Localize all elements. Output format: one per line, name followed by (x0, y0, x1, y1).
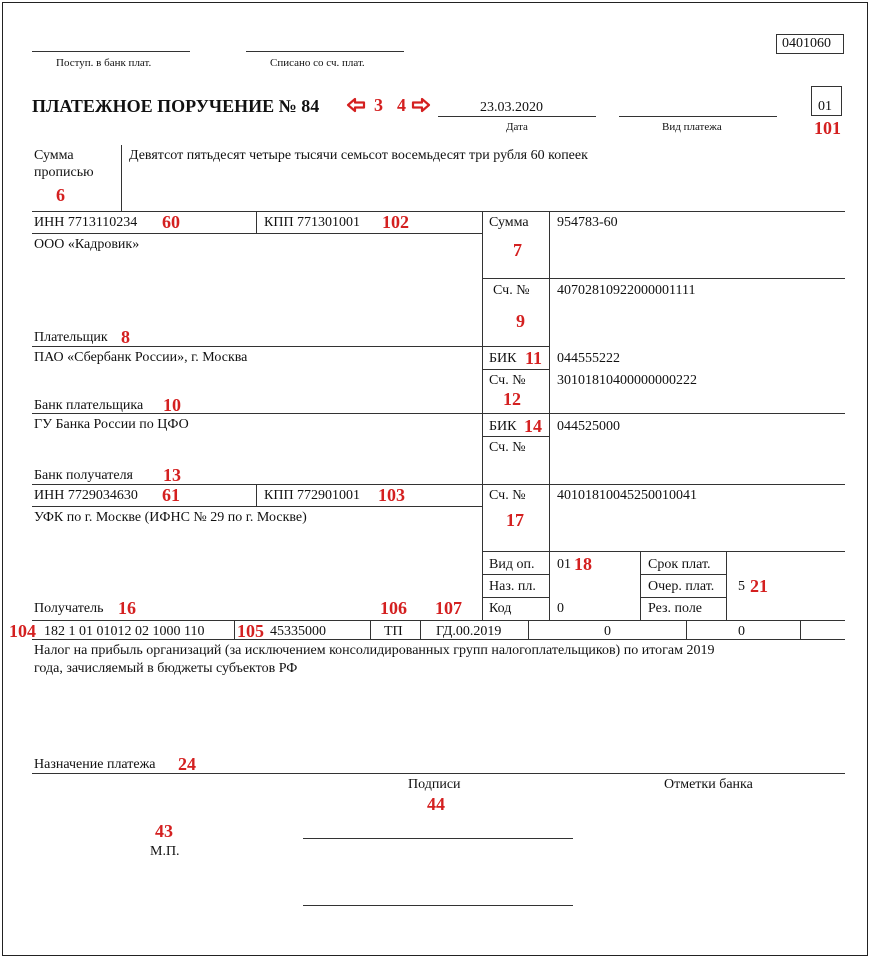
grid-line (32, 506, 482, 507)
grid-line (370, 620, 371, 639)
marker-61: 61 (162, 485, 180, 505)
marker-14: 14 (524, 416, 542, 436)
recipient-inn: ИНН 7729034630 (34, 488, 138, 503)
stamp-label: М.П. (150, 844, 180, 859)
payer-inn: ИНН 7713110234 (34, 215, 138, 230)
grid-line (482, 597, 549, 598)
grid-line (256, 484, 257, 506)
queue-label: Очер. плат. (648, 579, 715, 594)
marker-43: 43 (155, 821, 173, 841)
amount-words-label-1: Сумма (34, 148, 74, 163)
marker-10: 10 (163, 395, 181, 415)
document-title: ПЛАТЕЖНОЕ ПОРУЧЕНИЕ № 84 (32, 96, 320, 116)
purpose-code-label: Наз. пл. (489, 579, 536, 594)
grid-line (32, 346, 482, 347)
status-code: 01 (818, 99, 832, 114)
grid-line (32, 639, 845, 640)
tax-period: ГД.00.2019 (436, 624, 502, 639)
amount-words-divider (121, 145, 122, 211)
recipient-bank-name: ГУ Банка России по ЦФО (34, 417, 189, 432)
marker-7: 7 (513, 240, 522, 260)
tax-doc-number: 0 (604, 624, 611, 639)
payer-corr-value: 30101810400000000222 (557, 373, 697, 388)
recipient-name: УФК по г. Москве (ИФНС № 29 по г. Москве) (34, 510, 307, 525)
recipient-account-value: 40101810045250010041 (557, 488, 697, 503)
payer-kpp: КПП 771301001 (264, 215, 361, 230)
marker-105: 105 (237, 621, 264, 641)
code-value: 0 (557, 601, 564, 616)
marker-106: 106 (380, 598, 407, 618)
marker-102: 102 (382, 212, 409, 232)
grid-line (32, 620, 845, 621)
op-type-value: 01 (557, 557, 571, 572)
grid-line (640, 597, 726, 598)
grid-line-main-vertical (482, 211, 483, 621)
tax-basis: ТП (384, 624, 403, 639)
marker-103: 103 (378, 485, 405, 505)
tax-kbk: 182 1 01 01012 02 1000 110 (44, 624, 205, 639)
signature-line-1 (303, 838, 573, 839)
grid-line (32, 413, 845, 414)
marker-6: 6 (56, 185, 65, 205)
sum-value: 954783-60 (557, 215, 618, 230)
tax-oktmo: 45335000 (270, 624, 326, 639)
marker-13: 13 (163, 465, 181, 485)
code-label: Код (489, 601, 512, 616)
bank-marks-label: Отметки банка (664, 777, 753, 792)
marker-101: 101 (814, 118, 841, 138)
marker-4: 4 (397, 95, 406, 115)
grid-line (482, 278, 845, 279)
grid-line (482, 346, 549, 347)
recipient-bank-account-label: Сч. № (489, 440, 526, 455)
grid-line (32, 211, 845, 212)
payment-type-line (619, 116, 777, 117)
grid-line (528, 620, 529, 639)
tax-doc-date: 0 (738, 624, 745, 639)
debited-label: Списано со сч. плат. (270, 57, 365, 69)
payment-date: 23.03.2020 (480, 100, 543, 115)
grid-line (234, 620, 235, 639)
marker-24: 24 (178, 754, 196, 774)
grid-line (32, 773, 845, 774)
marker-3: 3 (374, 95, 383, 115)
marker-16: 16 (118, 598, 136, 618)
date-line (438, 116, 596, 117)
debited-line (246, 51, 404, 52)
grid-line (32, 233, 482, 234)
reserve-label: Рез. поле (648, 601, 703, 616)
payment-type-label: Вид платежа (662, 121, 722, 133)
signature-line-2 (303, 905, 573, 906)
amount-words-label-2: прописью (34, 165, 94, 180)
recipient-account-label: Сч. № (489, 488, 526, 503)
grid-line (482, 574, 549, 575)
payer-bank-label: Банк плательщика (34, 398, 144, 413)
signatures-label: Подписи (408, 777, 461, 792)
op-type-label: Вид оп. (489, 557, 535, 572)
grid-line (482, 436, 549, 437)
grid-line (256, 211, 257, 233)
grid-line-value-vertical (549, 211, 550, 621)
received-label: Поступ. в банк плат. (56, 57, 152, 69)
sum-label: Сумма (489, 215, 529, 230)
grid-line (686, 620, 687, 639)
purpose-text-line-2: года, зачисляемый в бюджеты субъектов РФ (34, 661, 298, 676)
received-line (32, 51, 190, 52)
marker-11: 11 (525, 348, 543, 368)
recipient-label: Получатель (34, 601, 104, 616)
term-label: Срок плат. (648, 557, 711, 572)
grid-line (640, 551, 641, 621)
marker-9: 9 (516, 311, 525, 331)
grid-line (420, 620, 421, 639)
amount-words-value: Девятсот пятьдесят четыре тысячи семьсот восемьдесят три рубля 60 копеек (129, 148, 588, 163)
queue-value: 5 (738, 579, 745, 594)
marker-107: 107 (435, 598, 462, 618)
recipient-bank-label: Банк получателя (34, 468, 133, 483)
marker-60: 60 (162, 212, 180, 232)
payer-bik-label: БИК (489, 351, 517, 366)
payer-account-label: Сч. № (493, 283, 530, 298)
payer-bank-name: ПАО «Сбербанк России», г. Москва (34, 350, 248, 365)
grid-line (482, 369, 549, 370)
date-label: Дата (506, 121, 528, 133)
payer-name: ООО «Кадровик» (34, 237, 140, 252)
payer-account-value: 40702810922000001111 (557, 283, 696, 298)
recipient-kpp: КПП 772901001 (264, 488, 361, 503)
arrow-left-icon (346, 97, 366, 113)
marker-12: 12 (503, 389, 521, 409)
form-code: 0401060 (782, 36, 831, 51)
grid-line (640, 574, 726, 575)
marker-21: 21 (750, 576, 768, 596)
grid-line (32, 484, 845, 485)
payer-label: Плательщик (34, 330, 108, 345)
purpose-label: Назначение платежа (34, 757, 156, 772)
purpose-text-line-1: Налог на прибыль организаций (за исключением консолидированных групп налогоплательщиков) по итогам 2019 (34, 643, 715, 658)
recipient-bik-label: БИК (489, 419, 517, 434)
marker-17: 17 (506, 510, 524, 530)
marker-18: 18 (574, 554, 592, 574)
recipient-bik-value: 044525000 (557, 419, 620, 434)
marker-44: 44 (427, 794, 445, 814)
grid-line (726, 551, 727, 621)
marker-104: 104 (9, 621, 36, 641)
arrow-right-icon (411, 97, 431, 113)
grid-line (800, 620, 801, 639)
payer-corr-label: Сч. № (489, 373, 526, 388)
marker-8: 8 (121, 327, 130, 347)
payer-bik-value: 044555222 (557, 351, 620, 366)
grid-line (482, 551, 845, 552)
